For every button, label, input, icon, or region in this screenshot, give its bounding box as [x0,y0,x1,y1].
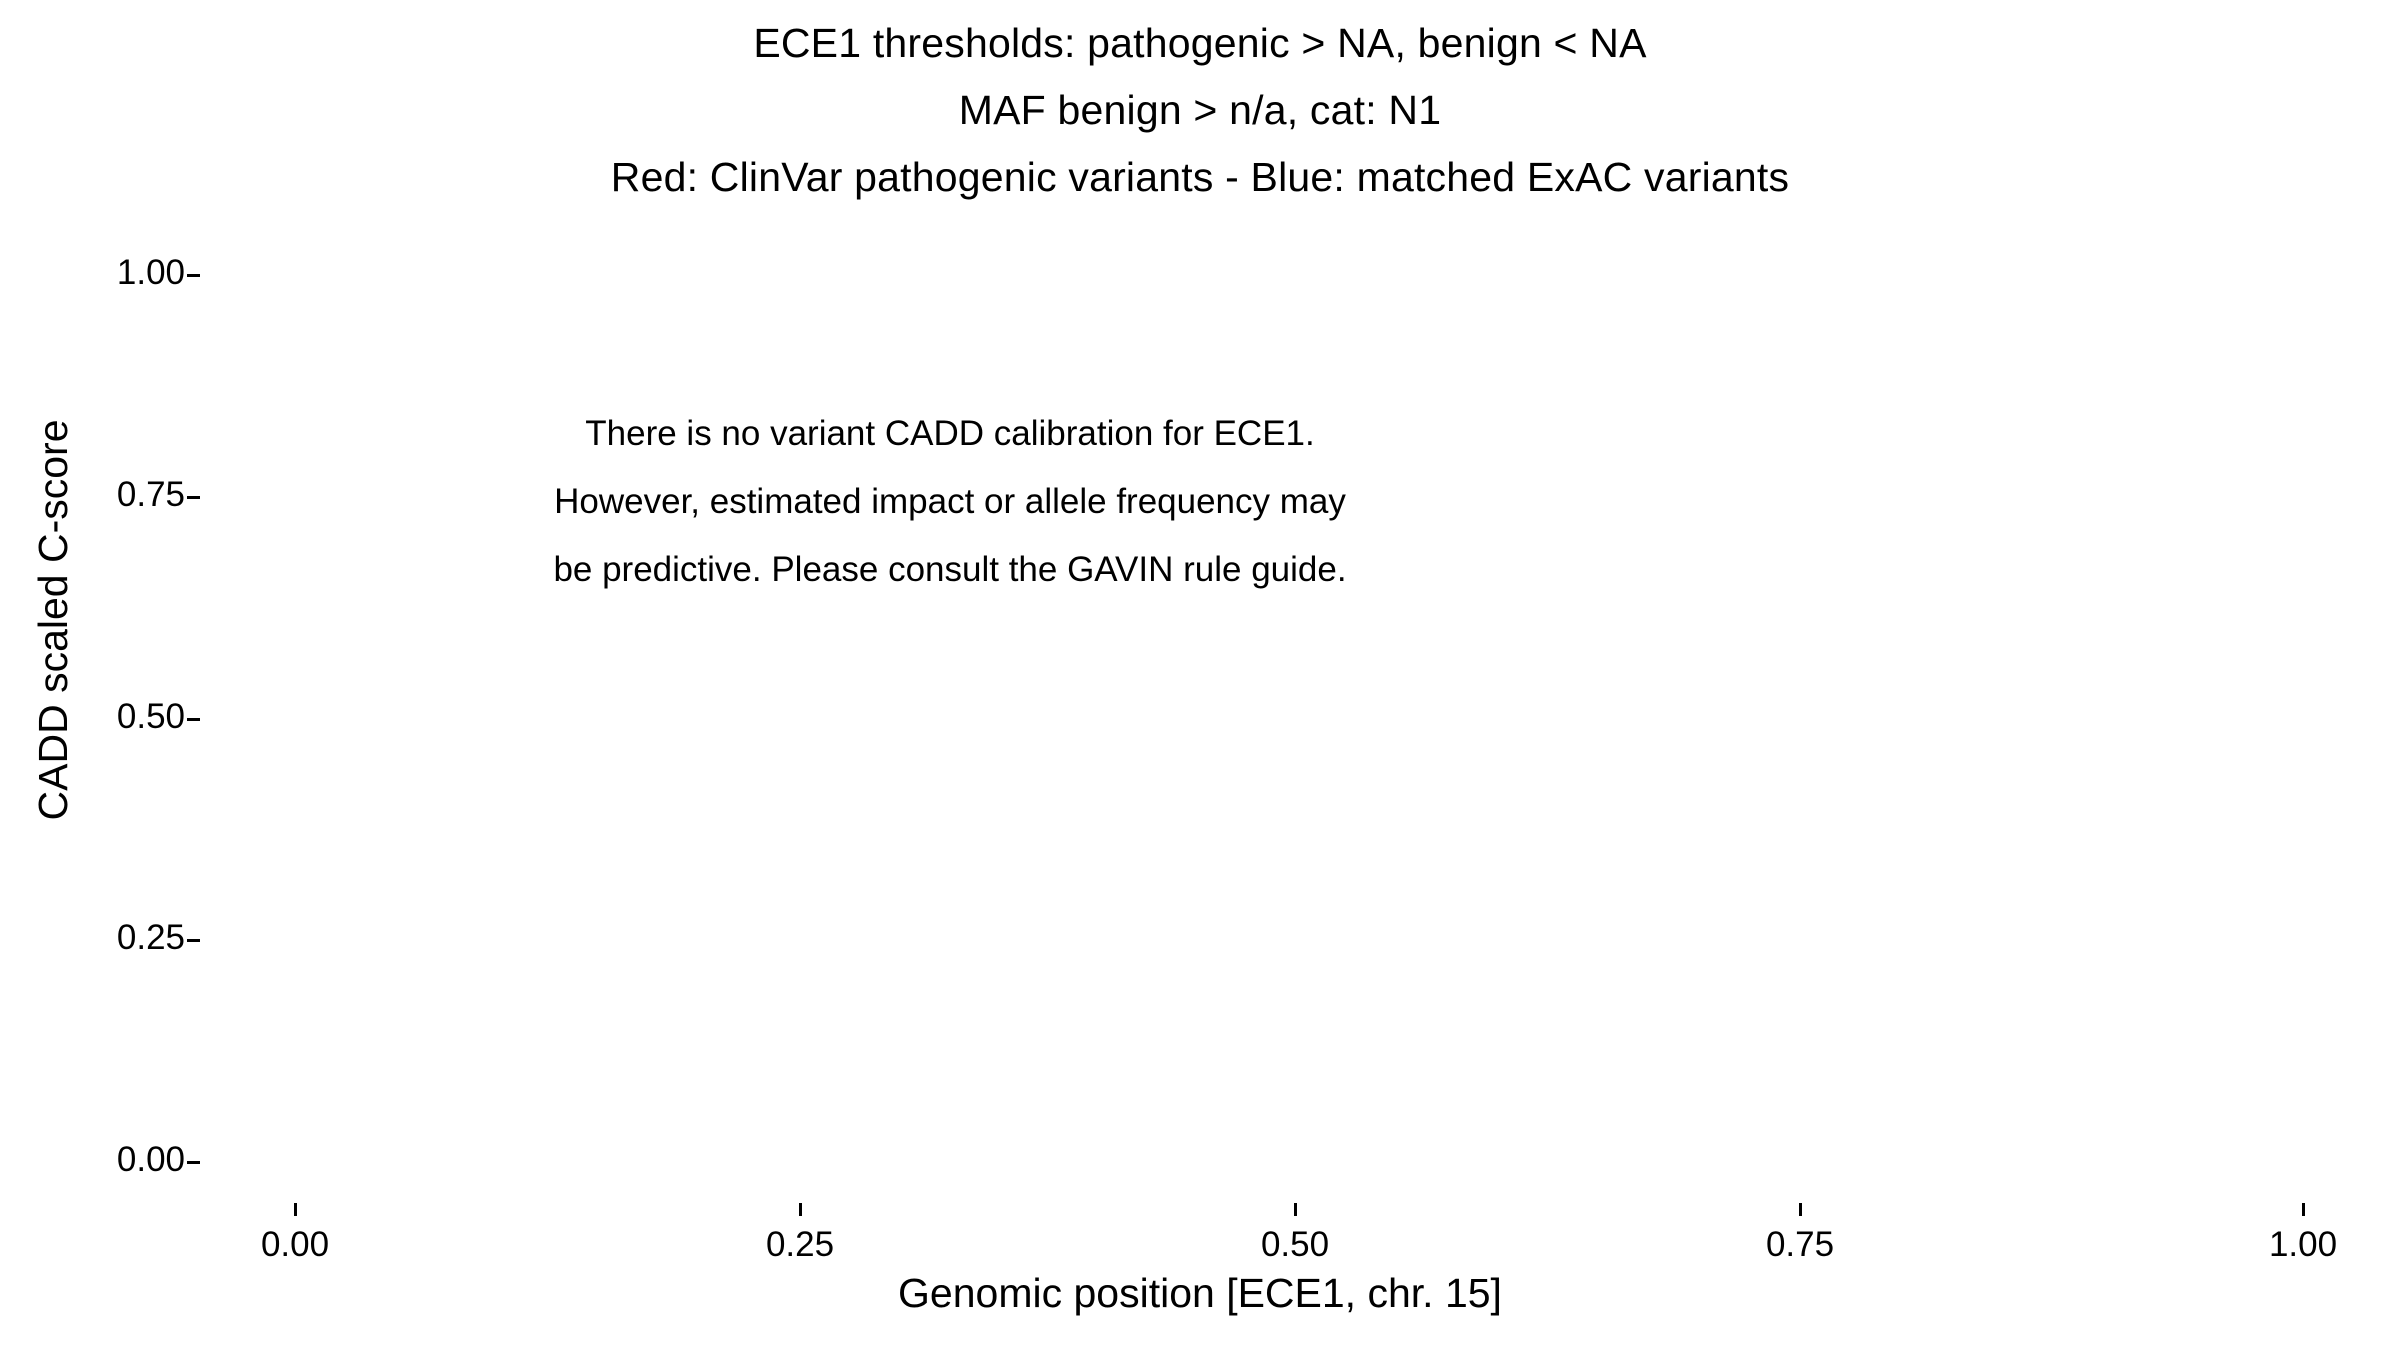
y-tick-label-1.00: 1.00 [116,253,185,292]
y-tick-label-0.00: 0.00 [116,1140,185,1179]
no-data-annotation [200,400,1700,604]
x-tick-label-1.00: 1.00 [2268,1225,2338,1264]
x-axis-title: Genomic position [ECE1, chr. 15] [898,1270,1502,1316]
x-tick-label-0.00: 0.00 [260,1225,330,1264]
annotation-line-2: However, estimated impact or allele frequency may [554,482,1346,521]
x-tick-label-0.75: 0.75 [1765,1225,1835,1264]
chart-title-line-2: MAF benign > n/a, cat: N1 [958,87,1442,133]
y-tick-label-0.50: 0.50 [116,697,185,736]
y-tick-label-0.75: 0.75 [116,475,185,514]
y-axis-title: CADD scaled C-score [30,419,76,821]
x-tick-label-0.50: 0.50 [1260,1225,1330,1264]
plot-panel [200,210,2390,1210]
y-tick-label-0.25: 0.25 [116,918,185,957]
x-tick-label-0.25: 0.25 [765,1225,835,1264]
chart-title-line-3: Red: ClinVar pathogenic variants - Blue: matched ExAC variants [610,154,1790,200]
annotation-line-3: be predictive. Please consult the GAVIN rule guide. [553,550,1347,589]
chart-title-line-1: ECE1 thresholds: pathogenic > NA, benign < NA [753,20,1647,66]
annotation-line-1: There is no variant CADD calibration for ECE1. [585,414,1315,453]
